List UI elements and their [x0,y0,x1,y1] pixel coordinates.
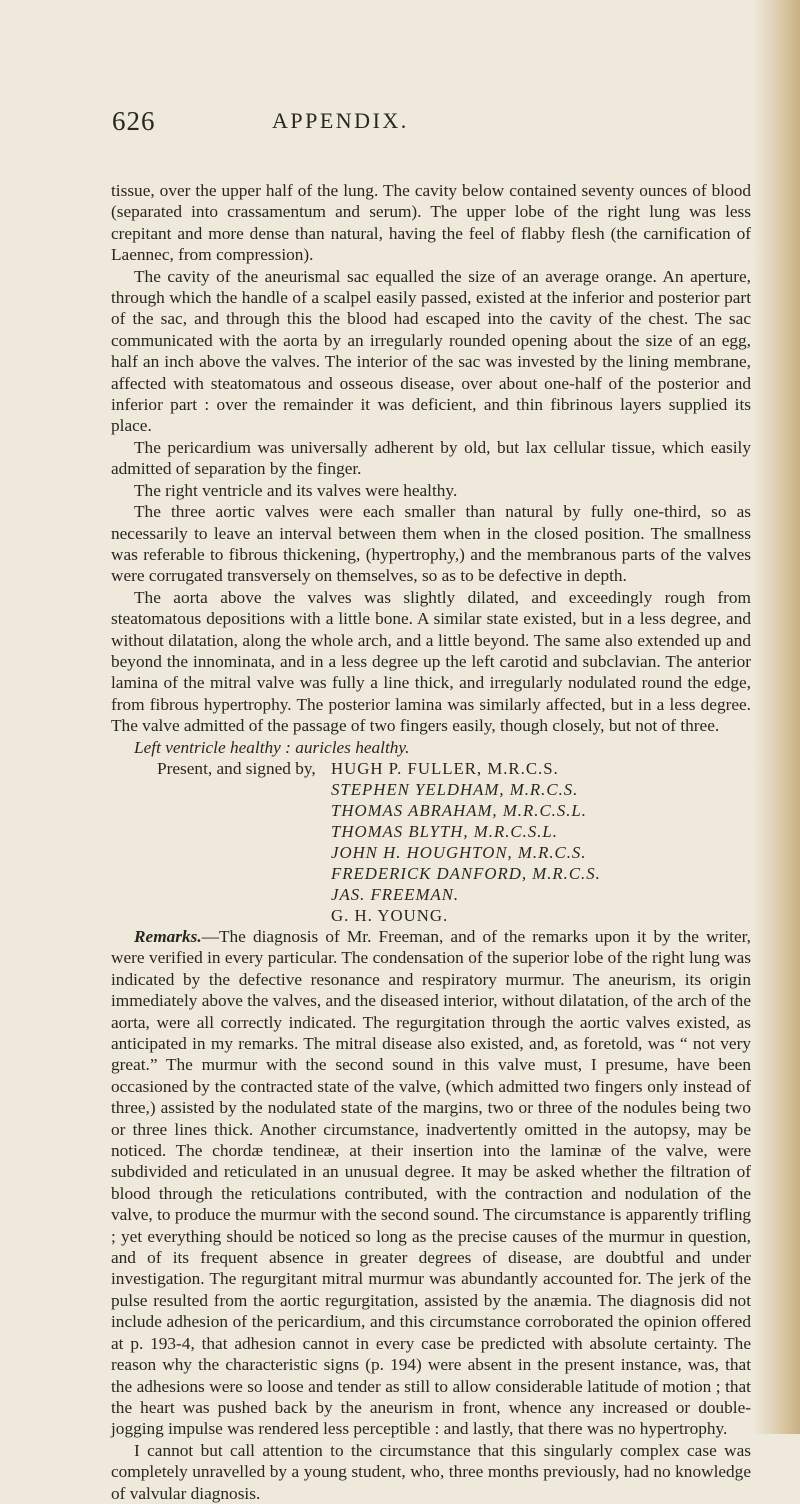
signature-name: THOMAS ABRAHAM, M.R.C.S.L. [331,800,587,820]
paragraph: The three aortic valves were each smaller than natural by fully one-third, so as necessarily to leave an interval between them when in the closed position. The smallness was referable to fibrous thickening, (hypertrophy,) and the membranous parts of the valves were corrugated transversely on themselves, so as to be defective in depth. [111,502,751,586]
paragraph: The cavity of the aneurismal sac equalled the size of an average orange. An aperture, through which the handle of a scalpel easily passed, existed at the inferior and posterior part of the sac, and through this the blood had escaped into the cavity of the chest. The sac communicated with the aorta by an irregularly rounded opening about the size of an egg, half an inch above the valves. The interior of the sac was invested by the lining membrane, affected with steatomatous and osseous disease, over about one-half of the posterior and inferior part : over the remainder it was deficient, and thin fibrinous layers supplied its place. [111,266,751,436]
page-number: 626 [112,106,156,136]
signature-name: STEPHEN YELDHAM, M.R.C.S. [331,779,579,799]
closing-paragraph: I cannot but call attention to the circumstance that this singularly complex case was completely unravelled by a young student, who, three months previously, had no knowledge of valvular diagnosis. [111,1440,751,1503]
present-label: Present, and signed by, [157,758,316,778]
signature-name: JAS. FREEMAN. [331,884,460,904]
paragraph: The aorta above the valves was slightly dilated, and exceedingly rough from steatomatous depositions with a little bone. A similar state existed, but in a less degree, and without dilatation, along the whole arch, and a little beyond. The same also extended up and beyond the innominata, and in a less degree up the left carotid and subclavian. The anterior lamina of the mitral valve was fully a line thick, and irregularly nodulated round the edge, from fibrous hypertrophy. The posterior lamina was similarly affected, but in a less degree. The valve admitted of the passage of two fingers easily, though closely, but not of three. [111,587,751,736]
signature-name: THOMAS BLYTH, M.R.C.S.L. [331,821,558,841]
signature-name: G. H. YOUNG. [331,905,449,925]
signature-name: JOHN H. HOUGHTON, M.R.C.S. [331,842,587,862]
paragraph: tissue, over the upper half of the lung. The cavity below contained seventy ounces of blood (separated into crassamentum and serum). The upper lobe of the right lung was less crepitant and more dense than natural, having the feel of flabby flesh (the carnification of Laennec, from compression). [111,181,751,265]
page-edge-shadow [752,0,800,1434]
remarks-paragraph [111,926,751,1440]
signature-name: HUGH P. FULLER, M.R.C.S. [331,758,559,778]
paragraph: Left ventricle healthy : auricles healthy. [134,737,410,757]
signature-name: FREDERICK DANFORD, M.R.C.S. [331,863,601,883]
paragraph: The right ventricle and its valves were healthy. [134,480,458,500]
body-text [111,180,751,1504]
signature-block [111,758,751,926]
paragraph: The pericardium was universally adherent by old, but lax cellular tissue, which easily admitted of separation by the finger. [111,437,751,479]
remarks-heading: Remarks. [134,926,202,946]
running-header [112,106,752,142]
remarks-text: —The diagnosis of Mr. Freeman, and of the remarks upon it by the writer, were verified in every particular. The condensation of the superior lobe of the right lung was indicated by the defective resonance and respiratory murmur. The aneurism, its origin immediately above the valves, and the diseased interior, without dilatation, of the arch of the aorta, were all correctly indicated. The regurgitation through the aortic valves existed, as anticipated in my remarks. The mitral disease also existed, and, as foretold, was “ not very great.” The murmur with the second sound in this valve must, I presume, have been occasioned by the contracted state of the valve, (which admitted two fingers only instead of three,) assisted by the nodulated state of the margins, two or three of the nodules being two or three lines thick. Another circumstance, inadvertently omitted in the autopsy, may be noticed. The chordæ tendineæ, at their insertion into the laminæ of the valve, were subdivided and reticulated in an unusual degree. It may be asked whether the filtration of blood through the reticulations contributed, with the contraction and nodulation of the valve, to produce the murmur with the second sound. The circumstance is apparently trifling ; yet everything should be noticed so long as the precise causes of the murmur in question, and of its frequent absence in greater degrees of disease, are doubtful and under investigation. The regurgitant mitral murmur was abundantly accounted for. The jerk of the pulse resulted from the aortic regurgitation, assisted by the anæmia. The diagnosis did not include adhesion of the pericardium, and this circumstance corroborated the opinion offered at p. 193-4, that adhesion cannot in every case be predicted with absolute certainty. The reason why the characteristic signs (p. 194) were absent in the present instance, was, that the adhesions were so loose and tender as still to allow considerable latitude of motion ; that the heart was pushed back by the aneurism in front, whence any increased or double-jogging impulse was rendered less perceptible : and lastly, that there was no hypertrophy. [111,926,751,1439]
running-head: APPENDIX. [272,108,409,133]
